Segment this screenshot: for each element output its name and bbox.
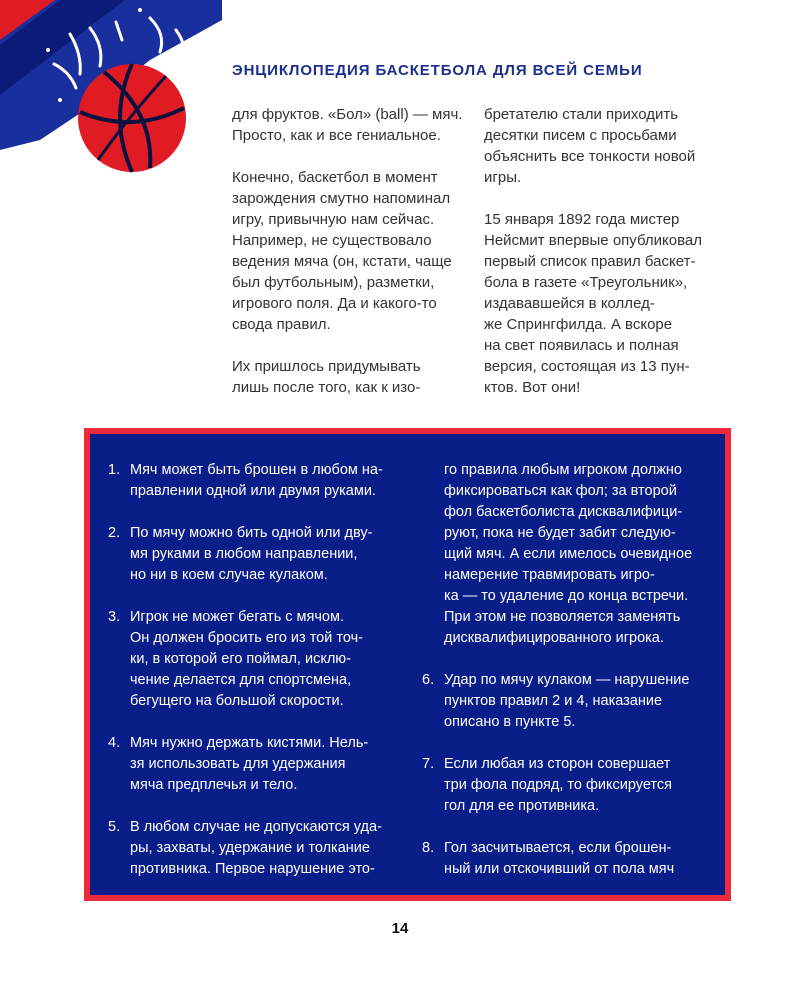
rule-number: 1. [108, 462, 121, 478]
rule-item [108, 460, 408, 502]
rule-number: 8. [422, 840, 435, 856]
rule-text: По мячу можно бить одной или дву- мя руками в любом направлении, но ни в коем случае кулаком. [130, 525, 373, 583]
paragraph: 15 января 1892 года мистер Нейсмит впервые опубликовал первый список правил баскет- бола в газете «Треугольник», издававшейся в коллед- же Спрингфилда. А вскоре на свет появилась и полная версия, состоящая из 13 пун- ктов. Вот они! [484, 211, 702, 396]
corner-decoration [0, 0, 222, 175]
paragraph: бретателю стали приходить десятки писем с просьбами объяснить все тонкости новой игры. [484, 106, 696, 186]
text-column-left [232, 104, 462, 419]
rule-item [108, 733, 408, 796]
rule-number: 7. [422, 756, 435, 772]
rule-number: 4. [108, 735, 121, 751]
rule-text: Если любая из сторон совершает три фола подряд, то фиксируется гол для ее противника. [444, 756, 672, 814]
rule-number: 6. [422, 672, 435, 688]
paragraph: Их пришлось придумывать лишь после того, как к изо- [232, 358, 421, 396]
rule-text: Игрок не может бегать с мячом. Он должен бросить его из той точ- ки, в которой его поймал, исклю- чение делается для спортсмена, бегущего на большой скорости. [130, 609, 363, 709]
rules-column-left [108, 460, 408, 901]
rule-text: Мяч нужно держать кистями. Нель- зя использовать для удержания мяча предплечья и тело. [130, 735, 369, 793]
rule-item [108, 817, 408, 880]
rule-number: 5. [108, 819, 121, 835]
rule-text: В любом случае не допускаются уда- ры, захваты, удержание и толкание противника. Первое нарушение это- [130, 819, 382, 877]
rule-item [422, 838, 722, 880]
rule-text: Гол засчитывается, если брошен- ный или отскочивший от пола мяч [444, 840, 675, 877]
rule-item [108, 523, 408, 586]
rules-box [84, 428, 731, 901]
rule-continuation [444, 460, 722, 649]
paragraph: для фруктов. «Бол» (ball) — мяч. Просто, как и все гениальное. [232, 106, 463, 144]
rule-number: 3. [108, 609, 121, 625]
rule-number: 2. [108, 525, 121, 541]
page-number: 14 [391, 920, 409, 937]
basketball-icon [78, 64, 186, 172]
rule-text: Мяч может быть брошен в любом на- правлении одной или двумя руками. [130, 462, 383, 499]
rule-item [422, 670, 722, 733]
text-column-right [484, 104, 724, 419]
rule-item [108, 607, 408, 712]
rule-text: Удар по мячу кулаком — нарушение пунктов правил 2 и 4, наказание описано в пункте 5. [444, 672, 690, 730]
rule-item [422, 754, 722, 817]
page-title: ЭНЦИКЛОПЕДИЯ БАСКЕТБОЛА ДЛЯ ВСЕЙ СЕМЬИ [232, 62, 643, 79]
rule-text: го правила любым игроком должно фиксироваться как фол; за второй фол баскетболиста дисквалифици- руют, пока не будет забит следую- щий мяч. А если имелось очевидное намерение травмировать игро- ка — то удаление до конца встречи. При этом не позволяется заменять дисквалифицированного игрока. [444, 462, 693, 646]
paragraph: Конечно, баскетбол в момент зарождения смутно напоминал игру, привычную нам сейчас. Например, не существовало ведения мяча (он, кстати, чаще был футбольным), разметки, игрового поля. Да и какого-то свода правил. [232, 169, 452, 333]
rules-column-right [422, 460, 722, 901]
